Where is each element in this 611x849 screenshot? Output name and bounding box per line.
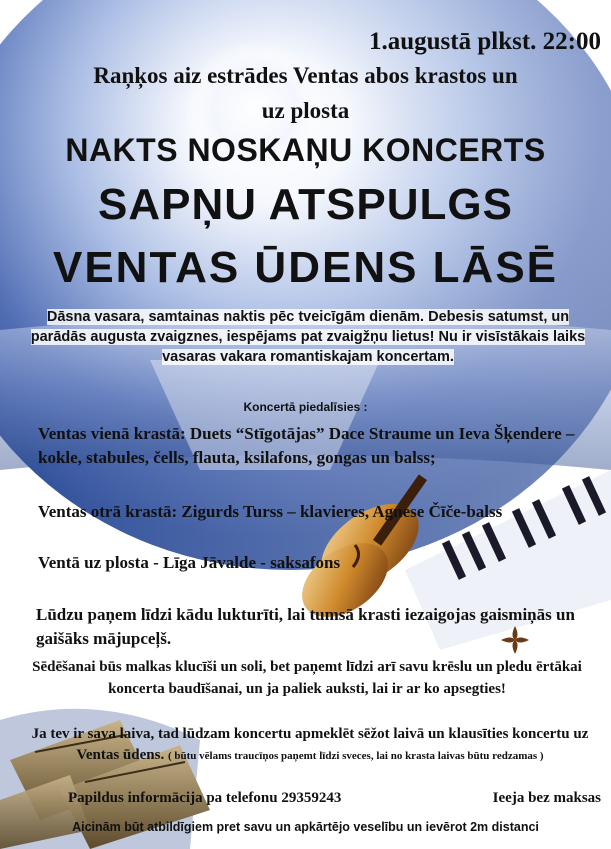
boat-info-text: Ja tev ir sava laiva, tad lūdzam koncertu apmeklēt sēžot laivā un klausīties koncertu uz Ventas ūdens. xyxy=(31,726,589,763)
performer-item-2: Ventas otrā krastā: Zigurds Turss – klavieres, Agnese Čīče-balss xyxy=(38,502,503,521)
performer-item-3: Ventā uz plosta - Līga Jāvalde - saksafons xyxy=(38,553,341,572)
event-type-heading: NAKTS NOSKAŅU KONCERTS xyxy=(65,132,546,168)
performer-item-1: Ventas vienā krastā: Duets “Stīgotājas” Dace Straume un Ieva Šķendere – kokle, stabules, čells, flauta, ksilafons, gongas un balss; xyxy=(38,424,575,467)
performers-heading: Koncertā piedalīsies : xyxy=(243,400,368,414)
event-location-line-2: uz plosta xyxy=(261,98,350,123)
health-footer: Aicinām būt atbildīgiem pret savu un apkārtējo veselību un ievērot 2m distanci xyxy=(72,820,539,834)
intro-paragraph xyxy=(18,307,598,367)
boat-note: ( būtu vēlams traucīņos paņemt līdzi sveces, lai no krasta laivas būtu redzamas ) xyxy=(167,750,544,762)
lanterns-request: Lūdzu paņem līdzi kādu lukturīti, lai tumsā krasti iezaigojas gaismiņās un gaišāks mājupceļš. xyxy=(36,605,575,648)
seating-info: Sēdēšanai būs malkas klucīši un soli, bet paņemt līdzi arī savu krēslu un pledu ērtākai koncerta baudīšanai, un ja paliek auksti, lai ir ar ko apsegties! xyxy=(32,659,582,697)
event-title-line-2: VENTAS ŪDENS LĀSĒ xyxy=(52,243,559,292)
boat-info xyxy=(16,724,604,767)
event-title-line-1: SAPŅU ATSPULGS xyxy=(98,180,513,229)
event-location-line-1: Raņķos aiz estrādes Ventas abos krastos un xyxy=(93,63,518,88)
intro-text: Dāsna vasara, samtainas naktis pēc tveicīgām dienām. Debesis satumst, un parādās augusta zvaigznes, iespējams pat zvaigžņu lietus! Nu ir visīstākais laiks vasaras vakara romantiskajam koncertam. xyxy=(30,309,586,365)
entry-info: Ieeja bez maksas xyxy=(492,790,601,806)
phone-info: Papildus informācija pa telefonu 29359243 xyxy=(68,790,342,806)
event-date-time: 1.augustā plkst. 22:00 xyxy=(369,28,601,55)
